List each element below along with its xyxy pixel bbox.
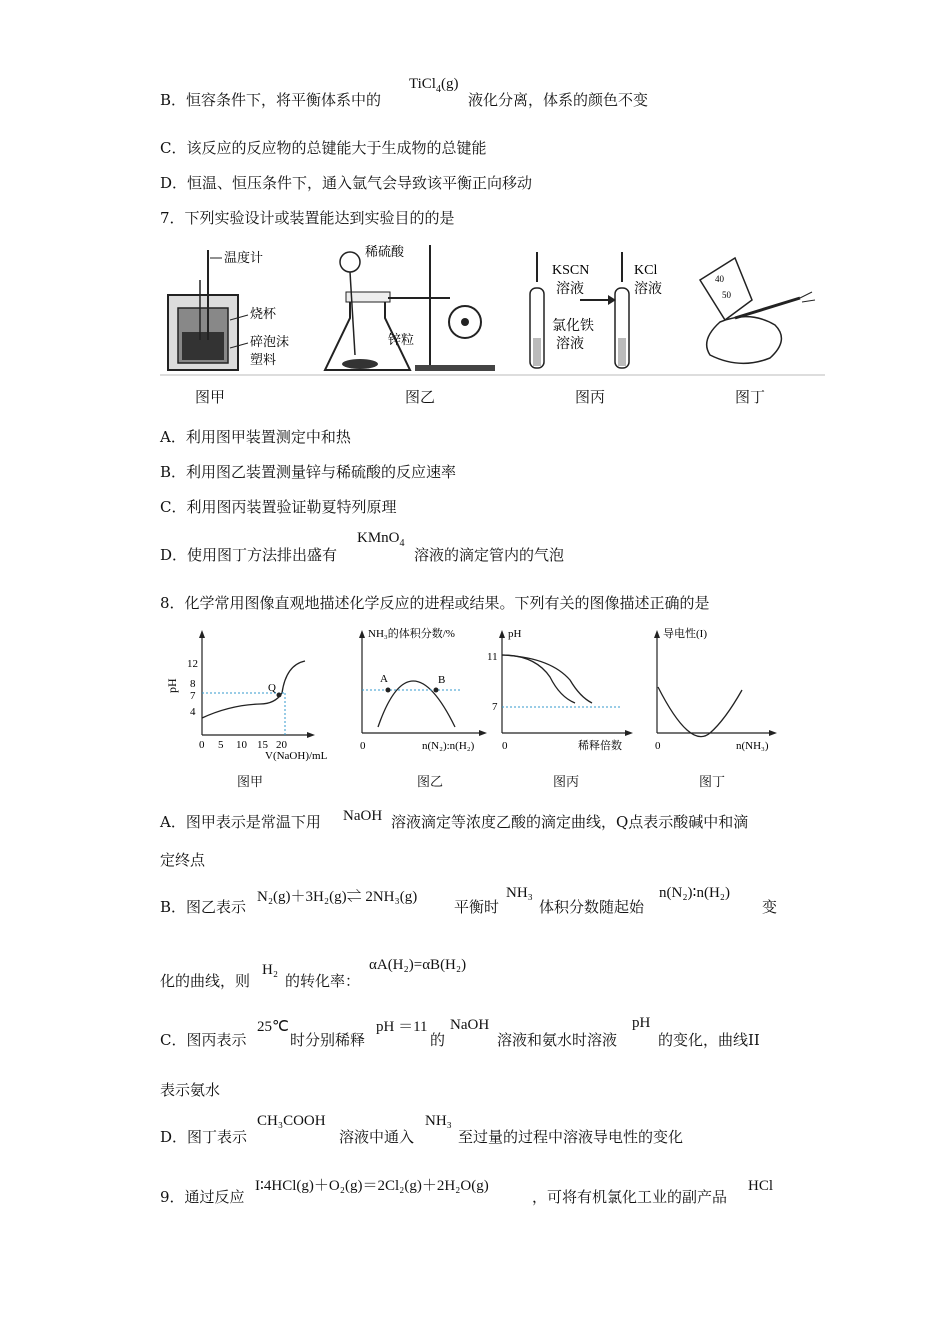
svg-text:pH: pH [508,628,522,640]
q8-caption-yi: 图乙 [416,775,443,790]
svg-text:NH₃的体积分数/%: NH₃的体积分数/% [368,628,455,640]
svg-text:氯化铁: 氯化铁 [552,319,594,334]
svg-text:烧杯: 烧杯 [250,306,277,321]
q6-option-b: B．恒容条件下，将平衡体系中的 [160,91,382,109]
svg-text:20: 20 [276,739,287,751]
q6-option-d: D．恒温、恒压条件下，通入氩气会导致该平衡正向移动 [160,174,533,192]
svg-text:0: 0 [502,740,508,752]
q9-hcl: HCl [748,1178,774,1194]
q7-option-d: D．使用图丁方法排出盛有 [160,546,338,564]
svg-text:溶液: 溶液 [556,282,584,297]
q8-option-c-ph2: pH [632,1015,651,1031]
q8-option-a: A．图甲表示是常温下用 [160,813,321,831]
svg-text:12: 12 [187,658,198,670]
svg-text:KSCN: KSCN [552,263,590,278]
q7-caption-ding: 图丁 [734,388,765,406]
svg-text:稀释倍数: 稀释倍数 [578,740,622,752]
svg-text:锌粒: 锌粒 [388,332,415,347]
svg-text:5: 5 [218,739,224,751]
graph-bing [487,628,633,752]
svg-text:n(N₂):n(H₂): n(N₂):n(H₂) [422,740,475,752]
q7-apparatus-figure [160,240,825,380]
q8-option-a-tail: 溶液滴定等浓度乙酸的滴定曲线，Q点表示酸碱中和滴 [391,813,749,831]
q7-stem: 7．下列实验设计或装置能达到实验目的的是 [160,209,455,227]
svg-text:0: 0 [199,739,205,751]
q8-option-c-mid: 时分别稀释 [290,1031,366,1049]
q8-option-b-mid: 平衡时 [454,898,500,916]
q7-caption-jia: 图甲 [194,388,225,406]
burette-hand-figure [700,258,815,363]
q8-option-b-line2-mid: 的转化率： [285,972,361,990]
q8-option-a-formula: NaOH [343,808,383,824]
svg-text:4: 4 [190,706,196,718]
q8-option-b-h2: H₂ [262,962,279,978]
q8-option-c-ph: pH ＝11 [376,1019,428,1035]
test-tubes-figure [530,252,662,368]
svg-text:n(NH₃): n(NH₃) [736,740,769,752]
graph-jia [165,630,328,762]
q8-option-b: B．图乙表示 [160,898,247,916]
q7-option-d-formula: KMnO$_4$ [357,530,405,549]
svg-text:7: 7 [190,690,196,702]
svg-text:15: 15 [257,739,268,751]
q7-caption-bing: 图丙 [574,388,605,406]
svg-text:溶液: 溶液 [634,282,662,297]
svg-text:40: 40 [715,274,724,284]
q6-option-c: C．该反应的反应物的总键能大于生成物的总键能 [160,139,487,157]
q8-option-b-ratio: n(N₂)∶n(H₂) [659,885,731,901]
q9-stem-mid: ，可将有机氯化工业的副产品 [532,1188,728,1206]
q6-option-b-formula: TiCl$_4$(g) [409,76,459,95]
q7-option-d-tail: 溶液的滴定管内的气泡 [414,546,565,564]
svg-text:Q: Q [268,682,276,694]
q8-option-d-mid: 溶液中通入 [339,1128,415,1146]
q8-option-b-mid2: 体积分数随起始 [539,898,645,916]
flask-figure [325,244,495,371]
q8-option-c-de: 的 [430,1031,446,1049]
svg-text:KCl: KCl [634,263,658,278]
q8-option-b-line2: 化的曲线，则 [160,972,251,990]
q8-option-c-mid2: 溶液和氨水时溶液 [497,1031,618,1049]
svg-text:7: 7 [492,701,498,713]
q8-option-b-alpha: αA(H₂)=αB(H₂) [369,957,467,973]
svg-text:0: 0 [360,740,366,752]
q8-stem: 8．化学常用图像直观地描述化学反应的进程或结果。下列有关的图像描述正确的是 [160,594,710,612]
q8-option-b-nh3: NH₃ [506,885,533,901]
q7-option-b: B．利用图乙装置测量锌与稀硫酸的反应速率 [160,463,457,481]
svg-text:溶液: 溶液 [556,337,584,352]
q8-option-a-line2: 定终点 [160,851,206,869]
q8-caption-bing: 图丙 [552,775,579,790]
q8-option-d-formula: CH₃COOH [257,1113,326,1129]
q8-option-c-line2: 表示氨水 [160,1081,221,1099]
q9-stem: 9．通过反应 [160,1188,245,1206]
svg-text:导电性(I): 导电性(I) [663,628,707,640]
svg-text:A: A [380,673,388,685]
q8-option-c-naoh: NaOH [450,1017,490,1033]
q7-option-c: C．利用图丙装置验证勒夏特列原理 [160,498,397,516]
svg-text:0: 0 [655,740,661,752]
q7-caption-yi: 图乙 [404,388,435,406]
q8-graphs-figure [160,625,790,765]
svg-text:B: B [438,674,446,686]
calorimeter-figure [168,250,289,370]
svg-text:塑料: 塑料 [250,352,277,367]
q8-option-d-nh3: NH₃ [425,1113,452,1129]
graph-yi [359,626,487,752]
svg-text:10: 10 [236,739,247,751]
q6-option-b-tail: 液化分离，体系的颜色不变 [468,91,649,109]
svg-text:pH: pH [165,678,179,693]
svg-text:稀硫酸: 稀硫酸 [365,244,405,259]
q8-option-d-tail: 至过量的过程中溶液导电性的变化 [458,1128,684,1146]
svg-text:碎泡沫: 碎泡沫 [250,334,290,349]
q8-option-c-temp: 25℃ [257,1019,289,1035]
svg-text:V(NaOH)/mL: V(NaOH)/mL [265,750,328,762]
q8-option-b-tail: 变 [762,898,778,916]
q8-caption-jia: 图甲 [236,775,263,790]
svg-text:50: 50 [722,290,731,300]
q8-option-c: C．图丙表示 [160,1031,247,1049]
q7-option-a: A．利用图甲装置测定中和热 [160,428,351,446]
svg-text:8: 8 [190,678,196,690]
q8-option-d: D．图丁表示 [160,1128,248,1146]
q8-caption-ding: 图丁 [698,775,725,790]
q8-option-c-tail: 的变化，曲线II [658,1031,760,1049]
q9-equation: I∶4HCl(g)＋O₂(g)＝2Cl₂(g)＋2H₂O(g) [255,1178,489,1194]
svg-text:11: 11 [487,651,498,663]
svg-text:温度计: 温度计 [224,250,264,265]
graph-ding [654,626,777,752]
q8-option-b-equation: N₂(g)＋3H₂(g)⇌ 2NH₃(g) [257,889,418,905]
